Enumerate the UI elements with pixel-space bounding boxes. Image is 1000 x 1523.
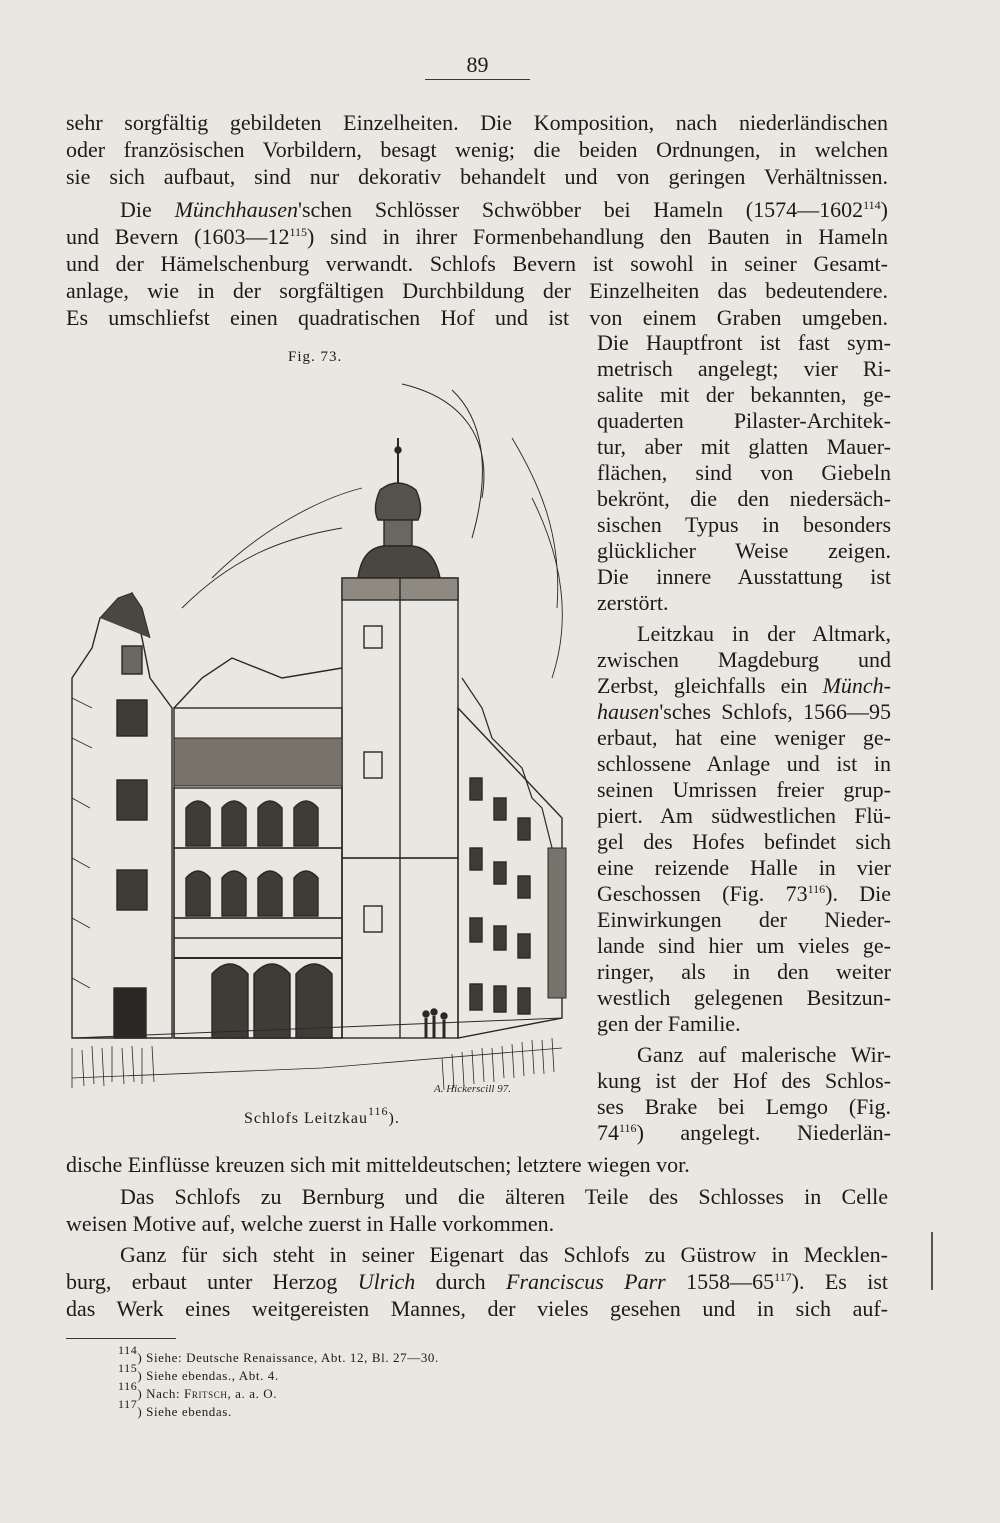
text-line: Geschossen (Fig. $73^{116}$). Die [597,881,891,906]
text-line: sie sich aufbaut, sind nur dekorativ behandelt und von geringen Verhältnissen. [66,164,888,189]
footnote-ref: 117 [774,1270,792,1284]
text-line: weisen Motive auf, welche zuerst in Halle vorkommen. [66,1211,555,1236]
text-line: gel des Hofes befindet sich [597,829,891,854]
text-line: lande sind hier um vieles ge- [597,933,891,958]
text-line: sischen Typus in besonders [597,512,891,537]
figure-label: Fig. 73. [288,349,343,365]
text-line: Die innere Ausstattung ist [597,564,891,589]
text-line: Leitzkau in der Altmark, [637,621,891,646]
text-line: Es umschliefst einen quadratischen Hof und ist von einem Graben umgeben. [66,305,888,330]
text-line: zerstört. [597,590,669,615]
text-line: burg, erbaut unter Herzog Ulrich durch Franciscus Parr $1558—65^{117}$). Es ist [66,1269,888,1294]
margin-mark [931,1232,933,1290]
footnote-ref: 116 [807,882,826,896]
text-line: oder französischen Vorbildern, besagt wenig; die beiden Ordnungen, in welchen [66,137,888,162]
castle-illustration [62,378,582,1098]
text-line: westlich gelegenen Besitzun- [597,985,891,1010]
text-line: und der Hämelschenburg verwandt. Schlofs Bevern ist sowohl in seiner Gesamt- [66,251,888,276]
text-line: Die Münchhausen'schen Schlösser Schwöbber bei Hameln (1574—1602$^{114}$) [120,197,888,222]
footnote-ref: 115 [289,225,308,239]
text-line: dische Einflüsse kreuzen sich mit mitteldeutschen; letztere wiegen vor. [66,1152,690,1177]
text-line: ses Brake bei Lemgo (Fig. [597,1094,891,1119]
text-line: erbaut, hat eine weniger ge- [597,725,891,750]
text-line: flächen, sind von Giebeln [597,460,891,485]
italic-name: Münchhausen [174,197,298,222]
footnote-ref: 114 [863,198,881,212]
text-line: Ganz für sich steht in seiner Eigenart das Schlofs zu Güstrow in Mecklen- [120,1242,888,1267]
text-line: piert. Am südwestlichen Flü- [597,803,891,828]
page-number: 89 [466,52,489,77]
text-line: Die Hauptfront ist fast sym- [597,330,891,355]
footnote-rule [66,1338,176,1339]
text-line: sehr sorgfältig gebildeten Einzelheiten. Die Komposition, nach niederländischen [66,110,888,135]
text-line: Zerbst, gleichfalls ein Münch- [597,673,891,698]
text-line: quaderten Pilaster-Architek- [597,408,891,433]
text-line: Das Schlofs zu Bernburg und die älteren Teile des Schlosses in Celle [120,1184,888,1209]
artist-signature: A. Hickerscill 97. [434,1083,511,1095]
footnote-ref: 116 [367,1104,389,1118]
footnote: 114) Siehe: Deutsche Renaissance, Abt. 12, Bl. 27—30. [118,1343,439,1365]
text-line: schlossene Anlage und ist in [597,751,891,776]
text-line: salite mit der bekannten, ge- [597,382,891,407]
text-line: tur, aber mit glatten Mauer- [597,434,891,459]
text-line: seinen Umrissen freier grup- [597,777,891,802]
text-line: kung ist der Hof des Schlos- [597,1068,891,1093]
text-line: ringer, als in den weiter [597,959,891,984]
text-line: anlage, wie in der sorgfältigen Durchbildung der Einzelheiten das bedeutendere. [66,278,888,303]
text-line: und Bevern $(1603—12^{115})$ sind in ihrer Formenbehandlung den Bauten in Hameln [66,224,888,249]
text-line: metrisch angelegt; vier Ri- [597,356,891,381]
figure-caption: Schlofs Leitzkau$^{116}$). [244,1104,400,1127]
text-line: hausen'sches Schlofs, 1566—95 [597,699,891,724]
footnote: 116) Nach: Fritsch, a. a. O. [118,1379,278,1401]
text-line: zwischen Magdeburg und [597,647,891,672]
footnote-ref: 116 [619,1121,637,1135]
text-line: bekrönt, die den niedersäch- [597,486,891,511]
footnote: 117) Siehe ebendas. [118,1397,232,1419]
page-number-rule [425,79,530,80]
text-line: glücklicher Weise zeigen. [597,538,891,563]
text-line: das Werk eines weitgereisten Mannes, der vieles gesehen und in sich auf- [66,1296,888,1321]
text-line: Einwirkungen der Nieder- [597,907,891,932]
footnote: 115) Siehe ebendas., Abt. 4. [118,1361,279,1383]
text-line: eine reizende Halle in vier [597,855,891,880]
text-line: Ganz auf malerische Wir- [637,1042,891,1067]
text-line: gen der Familie. [597,1011,741,1036]
text-line: $74^{116}$) angelegt. Niederlän- [597,1120,891,1145]
